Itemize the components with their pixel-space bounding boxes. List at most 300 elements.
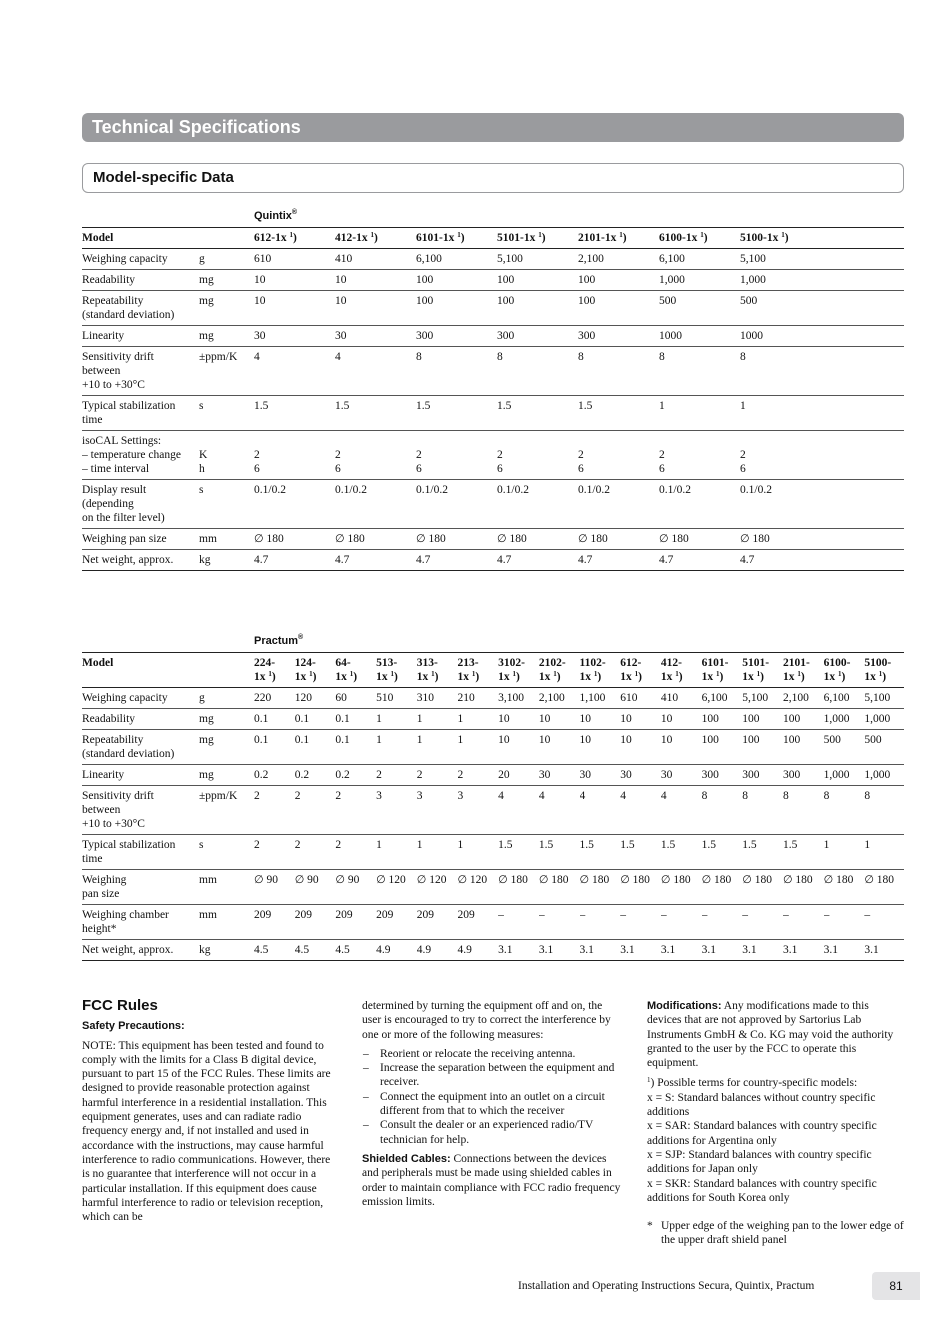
spec-row-unit: ±ppm/K (199, 786, 254, 835)
spec-cell: 0.1/0.2 (740, 480, 904, 529)
spec-row-label: Net weight, approx. (82, 940, 199, 961)
model-header: 6101-1x $^1$) (416, 228, 497, 249)
spec-cell: 10 (539, 730, 580, 765)
shielded-heading: Shielded Cables: (362, 1152, 451, 1165)
fcc-column-3 (647, 999, 905, 1248)
quintix-brand: Quintix® (254, 209, 298, 222)
spec-cell: 2 6 (416, 431, 497, 480)
spec-cell: 10 (580, 730, 621, 765)
spec-row-label: Weighing pan size (82, 870, 199, 905)
spec-cell: ∅ 180 (783, 870, 824, 905)
spec-cell: 2 (376, 765, 417, 786)
spec-cell: 100 (783, 730, 824, 765)
footnote (647, 1219, 905, 1248)
spec-cell: 209 (295, 905, 336, 940)
page-number: 81 (872, 1272, 920, 1300)
spec-cell: 1 (457, 730, 498, 765)
spec-cell: 0.2 (295, 765, 336, 786)
spec-cell: 4.5 (295, 940, 336, 961)
quintix-spec-table (82, 206, 904, 571)
spec-cell: – (498, 905, 539, 940)
spec-row-unit: mg (199, 709, 254, 730)
spec-cell: 3.1 (864, 940, 904, 961)
shielded-text: Connections between the devices and peripherals must be made using shielded cables in order to maintain compliance with FCC radio frequency emission limits. (362, 1152, 621, 1208)
spec-cell: 1,000 (864, 765, 904, 786)
spec-cell: ∅ 180 (580, 870, 621, 905)
spec-cell: 1,000 (824, 709, 865, 730)
spec-cell: 209 (254, 905, 295, 940)
model-header: 2102- 1x $^1$) (539, 653, 580, 688)
spec-row-label: Readability (82, 709, 199, 730)
spec-cell: 300 (497, 326, 578, 347)
spec-cell: 1.5 (580, 835, 621, 870)
spec-cell: 4.7 (740, 550, 904, 571)
model-header: 412-1x $^1$) (335, 228, 416, 249)
spec-row-unit: mg (199, 730, 254, 765)
spec-cell: 100 (497, 291, 578, 326)
spec-cell: 2 (335, 786, 376, 835)
spec-cell: 610 (254, 249, 335, 270)
spec-row-label: Linearity (82, 326, 199, 347)
terms-list (647, 1091, 905, 1205)
spec-cell: 2 6 (335, 431, 416, 480)
spec-cell: 5,100 (864, 688, 904, 709)
spec-cell: 209 (457, 905, 498, 940)
footnote-text: Upper edge of the weighing pan to the lower edge of the upper draft shield panel (661, 1220, 904, 1247)
spec-cell: 1000 (740, 326, 904, 347)
spec-cell: 1 (417, 709, 458, 730)
spec-cell: 10 (620, 730, 661, 765)
spec-cell: 3.1 (498, 940, 539, 961)
spec-cell: 0.1 (254, 709, 295, 730)
subsection-title: Model-specific Data (82, 163, 904, 193)
spec-cell: 1 (417, 835, 458, 870)
spec-row-unit: g (199, 688, 254, 709)
spec-cell: 30 (620, 765, 661, 786)
spec-cell: 500 (740, 291, 904, 326)
spec-cell: 1 (659, 396, 740, 431)
spec-cell: 2 (254, 786, 295, 835)
model-header: 313- 1x $^1$) (417, 653, 458, 688)
spec-cell: 1 (457, 709, 498, 730)
spec-row-label: Weighing capacity (82, 688, 199, 709)
model-header: 5101- 1x $^1$) (742, 653, 783, 688)
spec-cell: 4.7 (578, 550, 659, 571)
spec-cell: – (783, 905, 824, 940)
spec-row-unit: mg (199, 326, 254, 347)
spec-cell: 1.5 (578, 396, 659, 431)
spec-cell: 30 (254, 326, 335, 347)
spec-cell: 120 (295, 688, 336, 709)
spec-cell: 30 (580, 765, 621, 786)
spec-cell: 4 (539, 786, 580, 835)
spec-cell: 500 (659, 291, 740, 326)
spec-cell: 4 (580, 786, 621, 835)
spec-cell: 10 (539, 709, 580, 730)
spec-cell: 1.5 (416, 396, 497, 431)
model-header: 612-1x $^1$) (254, 228, 335, 249)
modifications-paragraph (647, 999, 905, 1070)
spec-cell: 2,100 (539, 688, 580, 709)
spec-cell: 100 (416, 270, 497, 291)
spec-cell: 1,000 (864, 709, 904, 730)
spec-cell: 0.2 (254, 765, 295, 786)
spec-row-label: Weighing pan size (82, 529, 199, 550)
spec-cell: 1.5 (661, 835, 702, 870)
spec-cell: 0.1 (254, 730, 295, 765)
spec-cell: – (661, 905, 702, 940)
spec-cell: 3.1 (620, 940, 661, 961)
spec-cell: 100 (742, 730, 783, 765)
spec-cell: 2 6 (254, 431, 335, 480)
term-item: x = SKR: Standard balances with country specific additions for South Korea only (647, 1177, 877, 1204)
spec-cell: 2 (417, 765, 458, 786)
modifications-heading: Modifications: (647, 1000, 722, 1012)
spec-cell: 310 (417, 688, 458, 709)
spec-row-label: Net weight, approx. (82, 550, 199, 571)
spec-cell: 0.1/0.2 (578, 480, 659, 529)
spec-row (82, 270, 904, 291)
spec-cell: 3.1 (742, 940, 783, 961)
spec-cell: 100 (578, 270, 659, 291)
spec-cell: 1,000 (659, 270, 740, 291)
spec-cell: 5,100 (497, 249, 578, 270)
spec-cell: 2 6 (659, 431, 740, 480)
model-header: 2101-1x $^1$) (578, 228, 659, 249)
spec-cell: 500 (824, 730, 865, 765)
spec-row (82, 905, 904, 940)
spec-cell: 8 (864, 786, 904, 835)
spec-row-label: Typical stabilization time (82, 835, 199, 870)
spec-cell: 1,000 (824, 765, 865, 786)
spec-cell: 2,100 (578, 249, 659, 270)
model-header: 5100-1x $^1$) (740, 228, 904, 249)
spec-cell: 209 (417, 905, 458, 940)
spec-cell: 100 (416, 291, 497, 326)
terms-intro-text: ) Possible terms for country-specific models: (650, 1077, 858, 1090)
spec-cell: 100 (497, 270, 578, 291)
spec-cell: 0.1 (335, 730, 376, 765)
spec-cell: 100 (702, 709, 743, 730)
spec-cell: 4 (498, 786, 539, 835)
spec-cell: 1 (864, 835, 904, 870)
spec-cell: ∅ 120 (376, 870, 417, 905)
spec-cell: ∅ 180 (498, 870, 539, 905)
model-header: 412- 1x $^1$) (661, 653, 702, 688)
model-header: 2101- 1x $^1$) (783, 653, 824, 688)
spec-cell: 0.1 (335, 709, 376, 730)
spec-cell: 1.5 (742, 835, 783, 870)
spec-cell: 30 (661, 765, 702, 786)
spec-cell: 1.5 (702, 835, 743, 870)
spec-cell: 1 (376, 835, 417, 870)
spec-cell: 4.9 (376, 940, 417, 961)
spec-row-label: Linearity (82, 765, 199, 786)
spec-row-label: Sensitivity drift between +10 to +30°C (82, 347, 199, 396)
model-header: 6101- 1x $^1$) (702, 653, 743, 688)
safety-heading: Safety Precautions: (82, 1020, 185, 1033)
spec-cell: ∅ 180 (659, 529, 740, 550)
spec-cell: 300 (783, 765, 824, 786)
spec-cell: 300 (742, 765, 783, 786)
spec-cell: – (539, 905, 580, 940)
spec-cell: ∅ 120 (457, 870, 498, 905)
spec-row-label: isoCAL Settings: – temperature change – time interval (82, 431, 199, 480)
spec-cell: 0.1/0.2 (416, 480, 497, 529)
spec-cell: 300 (416, 326, 497, 347)
spec-cell: 2 (254, 835, 295, 870)
fcc-note-text: NOTE: This equipment has been tested and found to comply with the limits for a Class B digital device, pursuant to part 15 of the FCC Rules. These limits are designed to provide reasonable protection against harmful interference in a residential installation. This equipment generates, uses and can radiate radio frequency energy and, if not installed and used in accordance with the instructions, may cause harmful interference to radio communications. However, there is no guarantee that interference will not occur in a particular installation. If this equipment does cause harmful interference to radio or television reception, which can be (82, 1039, 331, 1224)
spec-row-label: Repeatability (standard deviation) (82, 291, 199, 326)
spec-row-unit: K h (199, 431, 254, 480)
spec-cell: ∅ 180 (497, 529, 578, 550)
spec-cell: 4.9 (457, 940, 498, 961)
spec-cell: 100 (578, 291, 659, 326)
spec-cell: 1 (740, 396, 904, 431)
measure-item: – Connect the equipment into an outlet on a circuit different from that to which the receiver (362, 1090, 624, 1119)
spec-cell: 10 (498, 709, 539, 730)
spec-cell: 8 (578, 347, 659, 396)
spec-cell: 4 (661, 786, 702, 835)
terms-note-ref: 1 (647, 1076, 651, 1085)
spec-cell: ∅ 180 (416, 529, 497, 550)
spec-cell: 8 (783, 786, 824, 835)
spec-row (82, 786, 904, 835)
spec-row-label: Weighing capacity (82, 249, 199, 270)
spec-cell: 300 (702, 765, 743, 786)
spec-cell: 500 (864, 730, 904, 765)
spec-cell: 4.7 (497, 550, 578, 571)
spec-cell: 8 (742, 786, 783, 835)
spec-row (82, 940, 904, 961)
spec-cell: ∅ 120 (417, 870, 458, 905)
spec-row-label: Weighing chamber height* (82, 905, 199, 940)
spec-cell: 3.1 (539, 940, 580, 961)
spec-cell: 8 (497, 347, 578, 396)
spec-cell: 10 (661, 730, 702, 765)
spec-cell: 100 (702, 730, 743, 765)
spec-cell: 20 (498, 765, 539, 786)
term-item: x = SJP: Standard balances with country specific additions for Japan only (647, 1148, 872, 1176)
footer-text: Installation and Operating Instructions Secura, Quintix, Practum (518, 1280, 815, 1292)
spec-cell: 3 (457, 786, 498, 835)
spec-cell: 3.1 (580, 940, 621, 961)
section-title: Technical Specifications (82, 113, 904, 142)
spec-cell: 8 (702, 786, 743, 835)
term-item: x = S: Standard balances without country specific additions (647, 1091, 876, 1119)
spec-cell: 100 (783, 709, 824, 730)
spec-row-unit: g (199, 249, 254, 270)
spec-cell: 209 (335, 905, 376, 940)
model-header: 5101-1x $^1$) (497, 228, 578, 249)
spec-cell: 4.7 (254, 550, 335, 571)
spec-row-label: Typical stabilization time (82, 396, 199, 431)
model-header: 6100- 1x $^1$) (824, 653, 865, 688)
spec-cell: 6,100 (416, 249, 497, 270)
model-header: 64- 1x $^1$) (335, 653, 376, 688)
spec-cell: 3 (417, 786, 458, 835)
measure-item: – Consult the dealer or an experienced radio/TV technician for help. (362, 1118, 624, 1147)
spec-cell: 0.1/0.2 (659, 480, 740, 529)
spec-row (82, 529, 904, 550)
spec-cell: 4 (254, 347, 335, 396)
spec-cell: 10 (254, 291, 335, 326)
terms-intro (647, 1076, 905, 1090)
spec-cell: 30 (539, 765, 580, 786)
spec-cell: 60 (335, 688, 376, 709)
spec-row-label: Display result (depending on the filter level) (82, 480, 199, 529)
spec-row (82, 480, 904, 529)
spec-cell: ∅ 180 (254, 529, 335, 550)
spec-cell: – (580, 905, 621, 940)
spec-cell: 1 (824, 835, 865, 870)
spec-cell: 1.5 (498, 835, 539, 870)
model-header: 1102- 1x $^1$) (580, 653, 621, 688)
term-item: x = SAR: Standard balances with country specific additions for Argentina only (647, 1120, 877, 1147)
spec-cell: 410 (661, 688, 702, 709)
spec-cell: 10 (335, 291, 416, 326)
spec-cell: ∅ 180 (740, 529, 904, 550)
spec-cell: 4.7 (335, 550, 416, 571)
spec-cell: 2 (457, 765, 498, 786)
spec-cell: 8 (740, 347, 904, 396)
spec-cell: 1 (376, 730, 417, 765)
spec-row-unit: s (199, 835, 254, 870)
spec-cell: 8 (824, 786, 865, 835)
spec-cell: 1 (417, 730, 458, 765)
practum-spec-table (82, 631, 904, 961)
spec-cell: 8 (659, 347, 740, 396)
spec-cell: ∅ 90 (335, 870, 376, 905)
measure-item: – Reorient or relocate the receiving antenna. (362, 1047, 624, 1061)
spec-cell: 0.1 (295, 730, 336, 765)
model-header: 3102- 1x $^1$) (498, 653, 539, 688)
spec-cell: 1.5 (783, 835, 824, 870)
spec-cell: 220 (254, 688, 295, 709)
spec-cell: ∅ 180 (335, 529, 416, 550)
spec-row-unit: mg (199, 291, 254, 326)
spec-cell: 5,100 (740, 249, 904, 270)
measure-item: – Increase the separation between the equipment and receiver. (362, 1061, 624, 1090)
spec-cell: 6,100 (702, 688, 743, 709)
spec-cell: 5,100 (742, 688, 783, 709)
spec-cell: – (620, 905, 661, 940)
spec-cell: 209 (376, 905, 417, 940)
spec-cell: 4.9 (417, 940, 458, 961)
spec-row-label: Sensitivity drift between +10 to +30°C (82, 786, 199, 835)
spec-row-unit: kg (199, 940, 254, 961)
quintix-brand-mark: ® (291, 209, 298, 216)
practum-brand: Practum® (254, 634, 304, 647)
spec-cell: 1.5 (254, 396, 335, 431)
spec-row-label: Repeatability (standard deviation) (82, 730, 199, 765)
model-header: 6100-1x $^1$) (659, 228, 740, 249)
spec-cell: 410 (335, 249, 416, 270)
spec-row (82, 709, 904, 730)
spec-cell: 8 (416, 347, 497, 396)
spec-cell: 10 (335, 270, 416, 291)
spec-cell: ∅ 180 (702, 870, 743, 905)
spec-cell: 1,100 (580, 688, 621, 709)
fcc-column-1 (82, 999, 340, 1229)
spec-cell: 2 (295, 835, 336, 870)
spec-cell: 4.7 (416, 550, 497, 571)
spec-cell: ∅ 90 (295, 870, 336, 905)
spec-cell: ∅ 180 (661, 870, 702, 905)
shielded-cables-paragraph (362, 1152, 624, 1209)
modifications-text: Any modifications made to this devices that are not approved by Sartorius Lab Instruments GmbH & Co. KG may void the authority granted to the user by the FCC to operate this equipment. (647, 1000, 894, 1070)
spec-cell: 2 6 (578, 431, 659, 480)
spec-cell: 100 (742, 709, 783, 730)
spec-cell: 3.1 (824, 940, 865, 961)
spec-row (82, 835, 904, 870)
model-header: 612- 1x $^1$) (620, 653, 661, 688)
spec-row-unit: mg (199, 765, 254, 786)
measures-list (362, 1047, 624, 1147)
spec-row-unit: s (199, 396, 254, 431)
spec-cell: 0.1/0.2 (335, 480, 416, 529)
model-header: 213- 1x $^1$) (457, 653, 498, 688)
spec-cell: 1 (376, 709, 417, 730)
spec-cell: 0.1/0.2 (254, 480, 335, 529)
spec-cell: 30 (335, 326, 416, 347)
practum-brand-mark: ® (298, 634, 304, 641)
spec-cell: 1.5 (497, 396, 578, 431)
fcc-column-2 (362, 999, 624, 1214)
spec-cell: – (702, 905, 743, 940)
spec-row-unit: s (199, 480, 254, 529)
spec-cell: 3,100 (498, 688, 539, 709)
spec-cell: 10 (254, 270, 335, 291)
spec-cell: 610 (620, 688, 661, 709)
spec-cell: 4 (335, 347, 416, 396)
spec-cell: 6,100 (659, 249, 740, 270)
spec-row (82, 249, 904, 270)
spec-row-unit: mm (199, 870, 254, 905)
spec-cell: ∅ 180 (539, 870, 580, 905)
spec-row-unit: ±ppm/K (199, 347, 254, 396)
model-header: 124- 1x $^1$) (295, 653, 336, 688)
spec-row (82, 765, 904, 786)
spec-cell: 4.7 (659, 550, 740, 571)
model-header-label: Model (82, 228, 199, 249)
spec-cell: 10 (498, 730, 539, 765)
spec-cell: 3 (376, 786, 417, 835)
spec-cell: 1,000 (740, 270, 904, 291)
spec-cell: 2 (335, 835, 376, 870)
model-header: 5100- 1x $^1$) (864, 653, 904, 688)
model-header: 513- 1x $^1$) (376, 653, 417, 688)
spec-cell: ∅ 180 (864, 870, 904, 905)
spec-row-unit: mm (199, 529, 254, 550)
spec-cell: ∅ 90 (254, 870, 295, 905)
spec-cell: 1.5 (620, 835, 661, 870)
spec-cell: 3.1 (702, 940, 743, 961)
spec-row (82, 730, 904, 765)
spec-row (82, 870, 904, 905)
spec-row-unit: kg (199, 550, 254, 571)
spec-cell: 0.1/0.2 (497, 480, 578, 529)
spec-cell: 2 6 (740, 431, 904, 480)
spec-cell: 10 (580, 709, 621, 730)
spec-cell: ∅ 180 (578, 529, 659, 550)
spec-cell: 6,100 (824, 688, 865, 709)
spec-row (82, 550, 904, 571)
model-header-label: Model (82, 653, 199, 688)
spec-cell: 2,100 (783, 688, 824, 709)
spec-row (82, 291, 904, 326)
spec-cell: 1 (457, 835, 498, 870)
